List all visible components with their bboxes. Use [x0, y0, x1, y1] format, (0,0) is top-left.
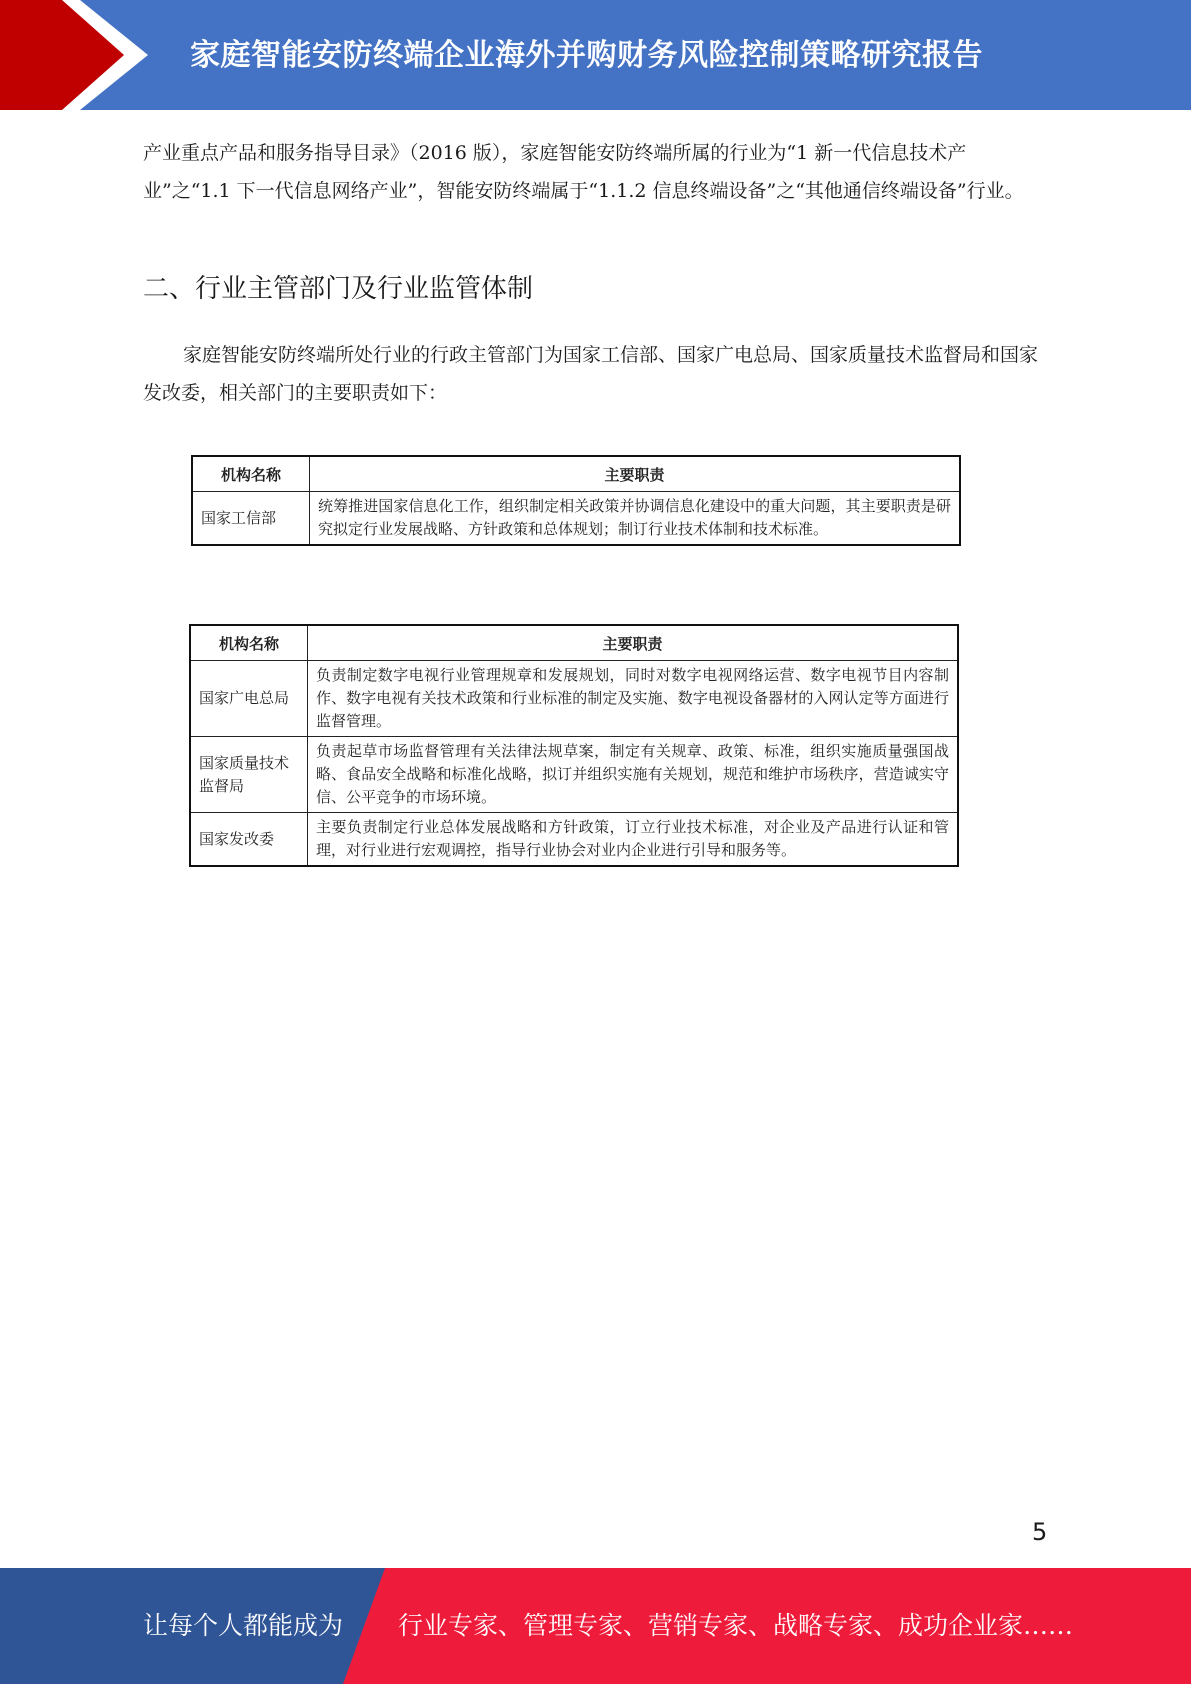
- chevron-arrow-icon: [0, 0, 160, 110]
- footer-banner: [0, 1568, 1191, 1684]
- footer-slogan-right: 行业专家、管理专家、营销专家、战略专家、成功企业家……: [398, 1611, 1074, 1640]
- duty-cell: 负责制定数字电视行业管理规章和发展规划，同时对数字电视网络运营、数字电视节目内容制作、数字电视有关技术政策和行业标准的制定及实施、数字电视设备器材的入网认定等方面进行监督管理。: [308, 661, 959, 737]
- table-row: [192, 492, 960, 546]
- table-header-row: [190, 625, 958, 661]
- intro-paragraph: 产业重点产品和服务指导目录》（2016 版），家庭智能安防终端所属的行业为“1 新一代信息技术产业”之“1.1 下一代信息网络产业”，智能安防终端属于“1.1.2 信息终端设备”之“其他通信终端设备”行业。: [143, 142, 1024, 202]
- section-heading: 二、行业主管部门及行业监管体制: [143, 274, 534, 304]
- duty-cell: 统筹推进国家信息化工作，组织制定相关政策并协调信息化建设中的重大问题，其主要职责是研究拟定行业发展战略、方针政策和总体规划；制订行业技术体制和技术标准。: [310, 492, 961, 546]
- table-row: [190, 661, 958, 737]
- duty-cell: 主要负责制定行业总体发展战略和方针政策，订立行业技术标准，对企业及产品进行认证和管理，对行业进行宏观调控，指导行业协会对业内企业进行引导和服务等。: [308, 813, 959, 867]
- duties-table-1: [191, 455, 961, 546]
- header-org: 机构名称: [192, 456, 310, 492]
- table-header-row: [192, 456, 960, 492]
- duty-cell: 负责起草市场监督管理有关法律法规草案，制定有关规章、政策、标准，组织实施质量强国战略、食品安全战略和标准化战略，拟订并组织实施有关规划，规范和维护市场秩序，营造诚实守信、公平竞争的市场环境。: [308, 737, 959, 813]
- header-duty: 主要职责: [310, 456, 961, 492]
- header-duty: 主要职责: [308, 625, 959, 661]
- org-name-cell: 国家广电总局: [190, 661, 308, 737]
- org-name-cell: 国家工信部: [192, 492, 310, 546]
- org-name-cell: 国家质量技术监督局: [190, 737, 308, 813]
- header-banner: [0, 0, 1191, 110]
- footer-slogan-left: 让每个人都能成为: [143, 1611, 344, 1640]
- table-row: [190, 737, 958, 813]
- page-number: 5: [1032, 1518, 1048, 1546]
- report-title: 家庭智能安防终端企业海外并购财务风险控制策略研究报告: [190, 38, 983, 73]
- duties-table-2: [189, 624, 959, 867]
- org-name-cell: 国家发改委: [190, 813, 308, 867]
- header-org: 机构名称: [190, 625, 308, 661]
- section-paragraph: 家庭智能安防终端所处行业的行政主管部门为国家工信部、国家广电总局、国家质量技术监督局和国家发改委，相关部门的主要职责如下：: [143, 344, 1039, 404]
- table-row: [190, 813, 958, 867]
